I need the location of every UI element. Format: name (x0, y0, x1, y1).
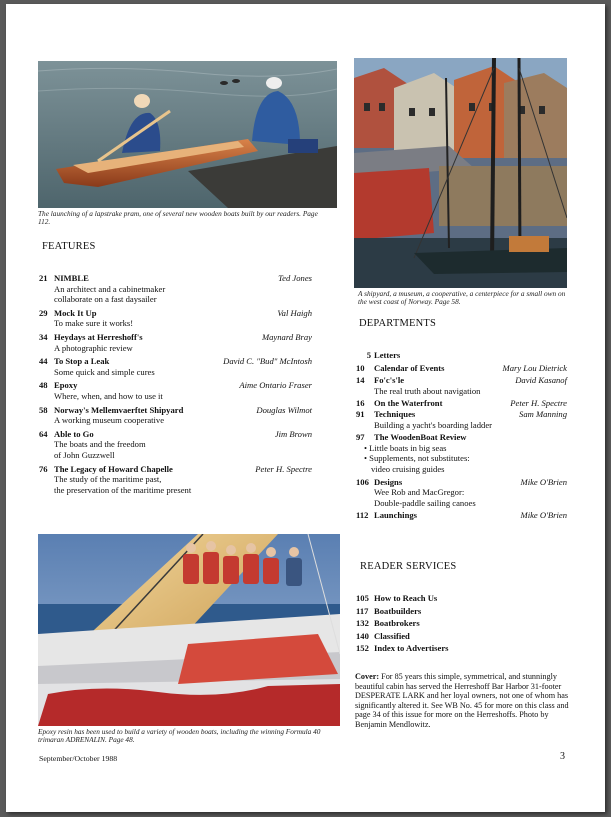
feature-desc: Some quick and simple cures (54, 366, 155, 377)
reader-service-title: Classified (374, 630, 410, 641)
feature-item[interactable] (39, 332, 312, 353)
reader-service-title: How to Reach Us (374, 593, 438, 603)
feature-item[interactable] (39, 356, 312, 377)
department-page: 106 (356, 476, 369, 487)
issue-date: September/October 1988 (39, 754, 118, 763)
trimaran-photo (38, 534, 340, 726)
department-author: Peter H. Spectre (510, 398, 567, 409)
department-page: 97 (356, 432, 365, 443)
feature-title: To Stop a Leak (54, 356, 110, 367)
reader-service-item[interactable] (356, 643, 567, 654)
feature-page: 64 (39, 428, 48, 439)
department-author: Mary Lou Dietrick (502, 362, 567, 373)
reader-service-title: Boatbrokers (374, 618, 420, 629)
feature-title: The Legacy of Howard Chapelle (54, 463, 173, 474)
trimaran-photo-caption: Epoxy resin has been used to build a variety of wooden boats, including the winning Formula 40 trimaran ADRENALIN. Page 48. (38, 727, 321, 745)
department-bullet: • Supplements, not substitutes: (364, 453, 470, 464)
reader-service-title: Index to Advertisers (374, 643, 449, 654)
department-author: Mike O'Brien (520, 476, 567, 487)
cover-note (355, 672, 577, 729)
reader-services-heading: READER SERVICES (360, 561, 457, 572)
reader-service-item[interactable] (356, 618, 567, 629)
department-item[interactable] (356, 510, 567, 521)
department-title: Calendar of Events (374, 362, 445, 373)
department-title: Launchings (374, 510, 417, 521)
feature-desc: A working museum cooperative (54, 415, 165, 426)
feature-desc: To make sure it works! (54, 318, 134, 329)
reader-service-page: 140 (356, 630, 369, 641)
reader-services-list (356, 593, 567, 654)
feature-page: 58 (39, 404, 48, 415)
reader-service-title: Boatbuilders (374, 605, 422, 616)
magazine-page (6, 4, 605, 812)
pram-photo-caption: The launching of a lapstrake pram, one of several new wooden boats built by our readers. Page 112. (38, 209, 318, 227)
department-item[interactable] (356, 409, 567, 430)
feature-page: 34 (39, 331, 48, 342)
department-desc: Double-paddle sailing canoes (374, 497, 476, 508)
shipyard-photo-caption: A shipyard, a museum, a cooperative, a centerpiece for a small own on the west coast of Norway. Page 58. (358, 289, 566, 307)
feature-author: Jim Brown (274, 428, 312, 439)
department-desc: Wee Rob and MacGregor: (374, 487, 465, 498)
reader-service-page: 132 (356, 618, 369, 629)
department-item[interactable] (356, 398, 567, 409)
feature-desc: the preservation of the maritime present (54, 484, 192, 495)
feature-author: Ted Jones (278, 273, 312, 283)
features-list (39, 273, 312, 495)
department-title: Designs (374, 476, 403, 487)
feature-page: 44 (39, 356, 48, 367)
feature-author: David C. "Bud" McIntosh (223, 356, 312, 367)
feature-title: Able to Go (54, 428, 94, 439)
features-heading: FEATURES (42, 241, 96, 252)
reader-service-item[interactable] (356, 606, 567, 617)
feature-page: 48 (39, 380, 48, 391)
feature-page: 76 (39, 463, 48, 474)
department-title: Techniques (374, 408, 416, 419)
department-desc: Building a yacht's boarding ladder (374, 419, 493, 430)
department-page: 16 (356, 398, 365, 409)
reader-service-page: 105 (356, 593, 369, 603)
department-page: 14 (356, 375, 365, 386)
department-desc: The real truth about navigation (374, 385, 481, 396)
feature-desc: An architect and a cabinetmaker (54, 283, 166, 294)
feature-item[interactable] (39, 429, 312, 461)
department-author: Sam Manning (519, 408, 567, 419)
feature-item[interactable] (39, 380, 312, 401)
feature-desc: A photographic review (54, 342, 133, 353)
feature-item[interactable] (39, 273, 312, 305)
feature-title: Mock It Up (54, 307, 97, 318)
cover-label: Cover: (355, 672, 380, 681)
feature-author: Aime Ontario Fraser (239, 380, 312, 391)
feature-title: Epoxy (54, 380, 78, 391)
feature-author: Douglas Wilmot (256, 404, 312, 415)
department-title: On the Waterfront (374, 398, 443, 409)
feature-title: Norway's Mellemvaerftet Shipyard (54, 404, 184, 415)
feature-title: Heydays at Herreshoff's (54, 331, 143, 342)
department-page: 5 (366, 350, 371, 360)
department-author: David Kasanof (515, 375, 567, 386)
feature-desc: of John Guzzwell (54, 449, 115, 460)
reader-service-item[interactable] (356, 631, 567, 642)
feature-author: Val Haigh (277, 307, 312, 318)
departments-heading: DEPARTMENTS (359, 318, 437, 329)
feature-item[interactable] (39, 405, 312, 426)
feature-page: 21 (39, 273, 48, 283)
feature-title: NIMBLE (54, 273, 89, 283)
cover-text: For 85 years this simple, symmetrical, and stunningly beautiful cabin has served the Herreshoff Bar Harbor 31-footer DESPERATE LARK and her loyal owners, not one of whom has significantly altered it. See WB No. 45 for more on this class and page 34 of this issue for more on the Herreshoffs. Photo by Benjamin Mendlowitz. (355, 672, 569, 729)
feature-author: Peter H. Spectre (255, 463, 312, 474)
pram-launch-photo (38, 61, 337, 208)
department-item[interactable] (356, 350, 567, 361)
shipyard-photo (354, 58, 567, 288)
department-item[interactable] (356, 477, 567, 509)
reader-service-page: 152 (356, 643, 369, 654)
feature-author: Maynard Bray (261, 331, 312, 342)
feature-item[interactable] (39, 308, 312, 329)
reader-service-page: 117 (356, 605, 369, 616)
department-bullet: • Little boats in big seas (364, 442, 447, 453)
department-item[interactable] (356, 363, 567, 374)
department-item[interactable] (356, 432, 567, 474)
departments-list (356, 350, 567, 521)
department-page: 91 (356, 408, 365, 419)
feature-page: 29 (39, 307, 48, 318)
reader-service-item[interactable] (356, 593, 567, 604)
department-item[interactable] (356, 375, 567, 396)
department-title: The WoodenBoat Review (374, 432, 467, 443)
page-number: 3 (560, 751, 565, 762)
feature-desc: The boats and the freedom (54, 439, 146, 450)
feature-desc: The study of the maritime past, (54, 474, 162, 485)
feature-desc: Where, when, and how to use it (54, 390, 163, 401)
feature-item[interactable] (39, 464, 312, 496)
department-desc: video cruising guides (371, 463, 445, 474)
department-author: Mike O'Brien (520, 510, 567, 521)
department-title: Fo'c's'le (374, 375, 405, 386)
department-page: 10 (356, 362, 365, 373)
feature-desc: collaborate on a fast daysailer (54, 294, 157, 305)
department-page: 112 (356, 510, 369, 521)
department-title: Letters (374, 350, 401, 360)
